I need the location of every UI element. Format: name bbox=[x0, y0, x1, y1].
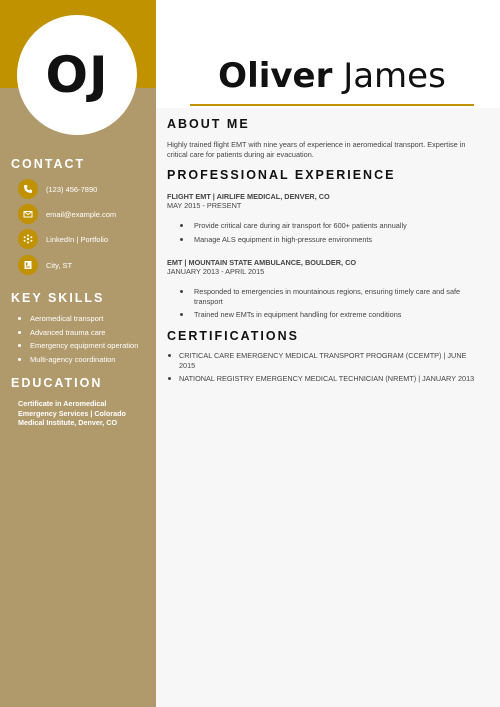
phone-text: (123) 456-7890 bbox=[46, 184, 98, 194]
job-bullets bbox=[180, 287, 480, 324]
certification-item: NATIONAL REGISTRY EMERGENCY MEDICAL TECHNICIAN (NREMT) | JANUARY 2013 bbox=[167, 374, 483, 384]
certification-item: CRITICAL CARE EMERGENCY MEDICAL TRANSPORT PROGRAM (CCEMTP) | JUNE 2015 bbox=[167, 351, 483, 370]
skill-item: Multi-agency coordination bbox=[18, 353, 138, 367]
job-bullets bbox=[180, 221, 480, 248]
job-bullet: Manage ALS equipment in high-pressure environments bbox=[180, 235, 480, 245]
last-name: James bbox=[343, 56, 446, 96]
name-underline bbox=[190, 104, 474, 106]
skill-item: Aeromedical transport bbox=[18, 312, 138, 326]
location-text: City, ST bbox=[46, 260, 73, 270]
link-icon bbox=[18, 229, 38, 249]
contact-location bbox=[18, 255, 72, 275]
job-dates: JANUARY 2013 - APRIL 2015 bbox=[167, 267, 265, 276]
contact-email bbox=[18, 204, 116, 224]
skill-item: Advanced trauma care bbox=[18, 326, 138, 340]
skills-list bbox=[18, 312, 138, 366]
certifications-list bbox=[167, 351, 483, 388]
first-name: Oliver bbox=[218, 56, 333, 96]
contact-heading: CONTACT bbox=[11, 157, 86, 171]
job-bullet: Provide critical care during air transport for 600+ patients annually bbox=[180, 221, 480, 231]
job-bullet: Trained new EMTs in equipment handling for extreme conditions bbox=[180, 310, 480, 320]
certifications-heading: CERTIFICATIONS bbox=[167, 329, 299, 343]
contact-phone bbox=[18, 179, 97, 199]
about-heading: ABOUT ME bbox=[167, 117, 250, 131]
email-text[interactable]: email@example.com bbox=[46, 209, 117, 219]
email-icon bbox=[18, 204, 38, 224]
job-dates: MAY 2015 - PRESENT bbox=[167, 201, 242, 210]
education-heading: EDUCATION bbox=[11, 376, 103, 390]
about-text: Highly trained flight EMT with nine years of experience in aeromedical transport. Expertise in critical care for patients during air evacuation. bbox=[167, 140, 466, 159]
candidate-name bbox=[190, 52, 474, 100]
job-title: FLIGHT EMT | AIRLIFE MEDICAL, DENVER, CO bbox=[167, 192, 330, 201]
education-entry: Certificate in Aeromedical Emergency Services | Colorado Medical Institute, Denver, CO bbox=[18, 399, 126, 427]
experience-heading: PROFESSIONAL EXPERIENCE bbox=[167, 168, 396, 182]
job-bullet: Responded to emergencies in mountainous regions, ensuring timely care and safe transport bbox=[180, 287, 480, 306]
monogram: OJ bbox=[45, 46, 109, 104]
monogram-badge bbox=[17, 15, 137, 135]
links-text[interactable]: LinkedIn | Portfolio bbox=[46, 234, 108, 244]
job-title: EMT | MOUNTAIN STATE AMBULANCE, BOULDER, CO bbox=[167, 258, 357, 267]
skills-heading: KEY SKILLS bbox=[11, 291, 105, 305]
phone-icon bbox=[18, 179, 38, 199]
location-icon bbox=[18, 255, 38, 275]
skill-item: Emergency equipment operation bbox=[18, 339, 138, 353]
contact-links bbox=[18, 229, 108, 249]
